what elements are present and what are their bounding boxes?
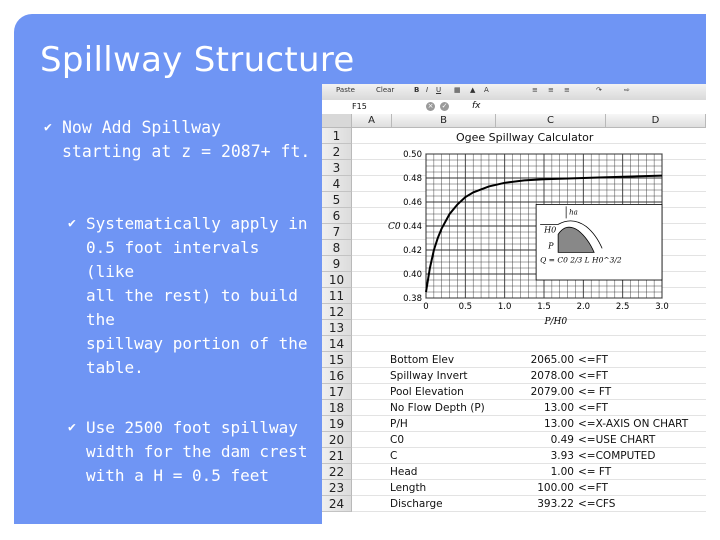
y-tick-label: 0.46 [403,198,422,208]
row-header-18[interactable]: 18 [322,400,352,416]
table-cell-note[interactable]: <=CFS [578,498,616,510]
row-header-8[interactable]: 8 [322,240,352,256]
row-header-2[interactable]: 2 [322,144,352,160]
font-color-icon[interactable]: A [484,86,489,94]
row-header-21[interactable]: 21 [322,448,352,464]
x-tick-label: 0 [423,302,429,312]
y-tick-label: 0.48 [403,174,422,184]
function-icon[interactable]: fx [472,101,481,111]
discharge-coefficient-chart [362,146,706,332]
inset-formula: Q = C0 2/3 L H0^3/2 [540,255,622,265]
table-cell-note[interactable]: <=X-AXIS ON CHART [578,418,689,430]
table-cell-note[interactable]: <= FT [578,466,612,478]
cell-reference[interactable]: F15 [352,102,367,111]
row-header-11[interactable]: 11 [322,288,352,304]
row-header-19[interactable]: 19 [322,416,352,432]
x-tick-label: 1.5 [537,302,551,312]
bullet-line: 0.5 foot intervals (like [86,238,260,281]
bullet-icon: ✔ [68,216,76,231]
y-tick-label: 0.50 [403,150,422,160]
inset-label-head: H0 [544,225,557,235]
table-cell-value[interactable]: 13.00 [543,418,574,430]
x-tick-label: 1.0 [497,302,512,312]
row-header-24[interactable]: 24 [322,496,352,512]
table-cell-note[interactable]: <=COMPUTED [578,450,656,462]
bullet-line: spillway portion of the [86,334,308,353]
x-tick-label: 2.5 [615,302,630,312]
formula-bar [322,100,706,115]
column-header-d[interactable]: D [606,114,706,128]
bullet-list [44,116,314,488]
table-cell-value[interactable]: 13.00 [543,402,574,414]
column-header-c[interactable]: C [496,114,606,128]
select-all-corner[interactable] [322,114,352,128]
table-cell-note[interactable]: <=FT [578,354,608,366]
row-header-12[interactable]: 12 [322,304,352,320]
align-center-icon[interactable]: ≡ [548,86,554,94]
row-header-6[interactable]: 6 [322,208,352,224]
borders-icon[interactable]: ▦ [454,86,461,94]
align-right-icon[interactable]: ≡ [564,86,570,94]
row-header-20[interactable]: 20 [322,432,352,448]
table-cell-label[interactable]: P/H [390,418,408,430]
row-header-14[interactable]: 14 [322,336,352,352]
row-header-10[interactable]: 10 [322,272,352,288]
table-cell-value[interactable]: 2065.00 [530,354,574,366]
table-cell-label[interactable]: C0 [390,434,405,446]
bold-icon[interactable]: B [414,86,420,94]
align-left-icon[interactable]: ≡ [532,86,538,94]
column-header-b[interactable]: B [392,114,496,128]
bullet-line: Use 2500 foot spillway [86,418,298,437]
row-header-7[interactable]: 7 [322,224,352,240]
y-tick-label: 0.40 [403,270,422,280]
x-tick-label: 3.0 [655,302,669,312]
row-header-22[interactable]: 22 [322,464,352,480]
slide-title: Spillway Structure [40,40,355,80]
table-cell-value[interactable]: 1.00 [550,466,574,478]
bullet-line: with a H = 0.5 feet [86,466,270,485]
row-header-17[interactable]: 17 [322,384,352,400]
row-header-1[interactable]: 1 [322,128,352,144]
table-cell-label[interactable]: Spillway Invert [390,370,468,382]
ribbon-toolbar [322,84,706,101]
cancel-icon[interactable]: × [427,102,434,110]
table-cell-note[interactable]: <= FT [578,386,612,398]
bullet-line: all the rest) to build the [86,286,298,329]
y-tick-label: 0.42 [403,246,422,256]
table-cell-value[interactable]: 393.22 [537,498,574,510]
paste-button[interactable]: Paste [336,86,355,94]
table-cell-label[interactable]: Pool Elevation [390,386,464,398]
table-cell-note[interactable]: <=USE CHART [578,434,656,446]
row-header-5[interactable]: 5 [322,192,352,208]
table-cell-value[interactable]: 0.49 [550,434,574,446]
table-cell-note[interactable]: <=FT [578,482,608,494]
calculator-title: Ogee Spillway Calculator [456,131,594,144]
bullet-icon: ✔ [68,420,76,435]
table-cell-value[interactable]: 100.00 [537,482,574,494]
fill-color-icon[interactable]: ▲ [470,86,476,94]
bullet-systematically [68,212,314,380]
table-cell-note[interactable]: <=FT [578,402,608,414]
row-header-23[interactable]: 23 [322,480,352,496]
table-cell-value[interactable]: 2078.00 [530,370,574,382]
table-cell-label[interactable]: Length [390,482,427,494]
bullet-line: Now Add Spillway [62,118,221,137]
row-header-13[interactable]: 13 [322,320,352,336]
table-cell-label[interactable]: C [390,450,398,462]
bullet-spillway-width [68,416,314,488]
row-header-3[interactable]: 3 [322,160,352,176]
confirm-icon[interactable]: ✓ [441,102,448,110]
bullet-line: table. [86,358,144,377]
bullet-line: Systematically apply in [86,214,308,233]
spreadsheet-screenshot [322,84,706,524]
wrap-text-icon[interactable]: ↷ [596,86,602,94]
indent-icon[interactable]: ⇨ [624,86,630,94]
inset-label-velocity-head: ha [569,208,578,217]
row-gridline [352,335,706,336]
table-cell-label[interactable]: Bottom Elev [390,354,455,366]
table-cell-label[interactable]: Head [390,466,418,478]
y-tick-label: 0.38 [403,294,422,304]
x-axis-label: P/H0 [544,317,568,327]
underline-icon[interactable]: U [436,86,442,94]
row-header-15[interactable]: 15 [322,352,352,368]
row-header-16[interactable]: 16 [322,368,352,384]
bullet-line: width for the dam crest [86,442,308,461]
bullet-add-spillway [44,116,314,164]
x-tick-label: 2.0 [576,302,591,312]
bullet-icon: ✔ [44,120,52,135]
table-cell-value[interactable]: 3.93 [550,450,574,462]
column-header-a[interactable]: A [352,114,392,128]
table-cell-note[interactable]: <=FT [578,370,608,382]
italic-icon[interactable]: I [426,86,429,94]
row-header-9[interactable]: 9 [322,256,352,272]
clear-button[interactable]: Clear [376,86,395,94]
y-tick-label: 0.44 [403,222,422,232]
table-cell-value[interactable]: 2079.00 [530,386,574,398]
bullet-line: starting at z = 2087+ ft. [62,142,311,161]
table-cell-label[interactable]: Discharge [390,498,443,510]
row-header-4[interactable]: 4 [322,176,352,192]
inset-label-height: P [548,241,554,251]
table-cell-label[interactable]: No Flow Depth (P) [390,402,485,414]
x-tick-label: 0.5 [458,302,473,312]
y-axis-label: C0 [388,222,401,232]
